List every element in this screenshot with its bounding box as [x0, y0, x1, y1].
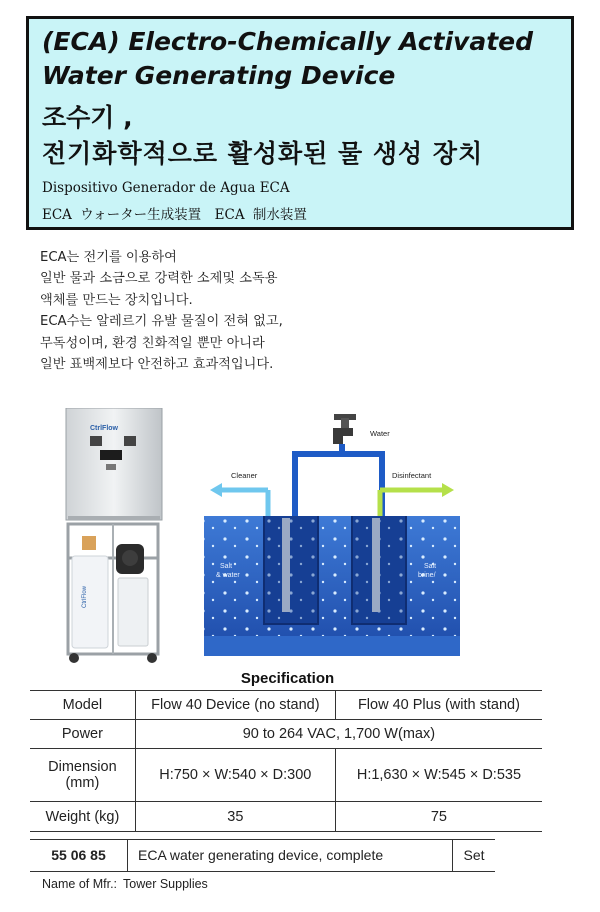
valve — [82, 536, 96, 550]
inlet-pipe — [295, 444, 382, 528]
spec-cell: Flow 40 Plus (with stand) — [335, 691, 542, 720]
title-korean-line1: 조수기 , — [42, 103, 133, 132]
spec-table — [30, 690, 542, 832]
manufacturer-name: Tower Supplies — [123, 877, 208, 891]
table-row — [30, 691, 542, 720]
title-panel — [26, 16, 574, 230]
cleaner-arrow — [210, 483, 222, 497]
cleaner-label: Cleaner — [231, 471, 258, 480]
panel-brand-label: CtrlFlow — [90, 425, 118, 432]
description-line: 일반 물과 소금으로 강력한 소제및 소독용 — [40, 271, 278, 287]
order-description: ECA water generating device, complete — [138, 847, 384, 863]
spec-cell: 90 to 264 VAC, 1,700 W(max) — [135, 720, 542, 749]
spec-cell: H:750 × W:540 × D:300 — [135, 749, 335, 802]
right-chamber-label-1: Salt — [424, 563, 437, 570]
title-english — [42, 25, 572, 93]
description-line: ECA는 전기를 이용하여 — [40, 250, 177, 265]
water-label: Water — [370, 429, 390, 438]
left-chamber-label-2: & water — [216, 572, 240, 579]
row-label: Power — [30, 720, 135, 749]
table-row — [30, 749, 542, 802]
table-row — [30, 802, 542, 832]
spec-cell: H:1,630 × W:545 × D:535 — [335, 749, 542, 802]
right-chamber-label-2: brine/ — [418, 572, 436, 579]
description-text — [40, 247, 380, 375]
container-label: CtrlFlow — [82, 586, 88, 608]
caster-right — [147, 653, 157, 663]
disinfectant-label: Disinfectant — [392, 471, 432, 480]
subtitle-japanese: ECA ウォーター生成装置 ECA 制水装置 — [42, 207, 307, 223]
panel-switch-right — [124, 436, 136, 446]
caster-left — [69, 653, 79, 663]
row-label-line: Dimension — [48, 759, 117, 775]
order-number: 55 06 85 — [30, 840, 128, 871]
order-unit: Set — [452, 840, 495, 871]
row-label: Model — [30, 691, 135, 720]
order-row — [30, 839, 495, 872]
spec-cell: 35 — [135, 802, 335, 832]
description-line: 일반 표백제보다 안전하고 효과적입니다. — [40, 357, 274, 373]
panel-button — [106, 464, 116, 470]
faucet-icon — [333, 428, 353, 444]
manufacturer-label: Name of Mfr.: — [42, 877, 118, 891]
spec-cell: 75 — [335, 802, 542, 832]
spec-title: Specification — [240, 670, 335, 687]
electrode-right — [372, 518, 380, 612]
description-line: 액체를 만드는 장치입니다. — [40, 292, 193, 308]
title-korean-line2: 전기화학적으로 활성화된 물 생성 장치 — [42, 139, 484, 168]
disinfectant-arrow — [442, 483, 454, 497]
description-line: ECA수는 알레르기 유발 물질이 전혀 없고, — [40, 314, 283, 330]
manufacturer-line — [42, 877, 208, 891]
left-chamber-label-1: Salt — [220, 563, 233, 570]
title-english-line1: (ECA) Electro-Chemically Activated — [42, 27, 534, 56]
panel-display — [100, 450, 122, 460]
panel-switch-left — [90, 436, 102, 446]
eca-process-diagram — [198, 408, 466, 662]
description-line: 무독성이며, 환경 친화적일 뿐만 아니라 — [40, 335, 265, 351]
salt-container — [72, 556, 108, 648]
spec-cell: Flow 40 Device (no stand) — [135, 691, 335, 720]
product-photo — [60, 408, 170, 666]
title-english-line2: Water Generating Device — [42, 61, 396, 90]
row-label: Weight (kg) — [30, 802, 135, 832]
tank — [118, 578, 148, 646]
table-row — [30, 720, 542, 749]
row-label-line: (mm) — [65, 775, 100, 791]
subtitle-spanish: Dispositivo Generador de Agua ECA — [42, 180, 290, 196]
row-label — [30, 749, 135, 802]
electrode-left — [282, 518, 290, 612]
